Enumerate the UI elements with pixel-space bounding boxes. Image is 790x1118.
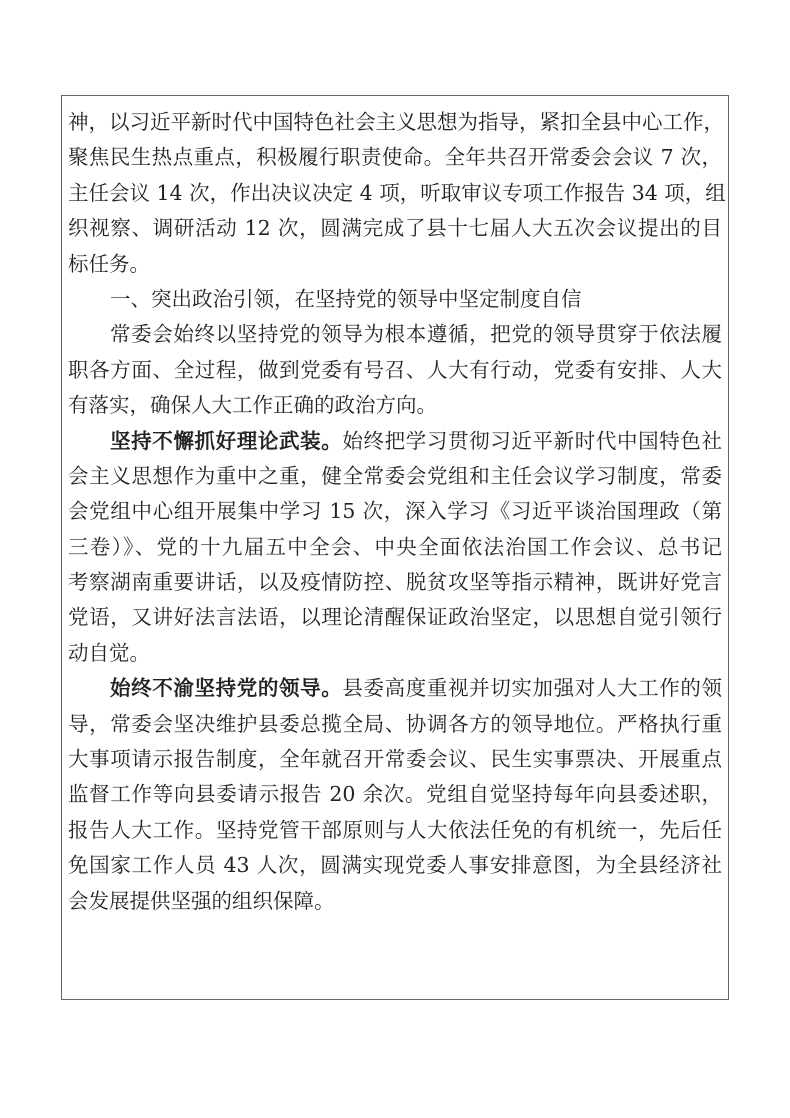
line-text: 县委高度重视并切实加强对人大工作的领 bbox=[342, 676, 722, 701]
leadership-paragraph bbox=[68, 671, 722, 919]
line-text: 免国家工作人员 43 人次，圆满实现党委人事安排意图，为全县经济社 bbox=[68, 853, 722, 878]
text-line bbox=[68, 530, 722, 565]
text-line bbox=[68, 494, 722, 529]
text-line bbox=[68, 424, 722, 459]
text-line bbox=[68, 848, 722, 883]
line-text: 党语，又讲好法言法语，以理论清醒保证政治坚定，以思想自觉引领行 bbox=[68, 605, 722, 630]
text-line bbox=[68, 459, 722, 494]
text-line bbox=[68, 565, 722, 600]
line-text: 一、突出政治引领，在坚持党的领导中坚定制度自信 bbox=[110, 286, 582, 311]
text-line bbox=[68, 742, 722, 777]
text-line bbox=[68, 176, 726, 211]
line-text: 神，以习近平新时代中国特色社会主义思想为指导，紧扣全县中心工作， bbox=[68, 110, 724, 134]
bold-lead-sentence: 始终不渝坚持党的领导。 bbox=[110, 676, 343, 701]
document-body bbox=[68, 105, 726, 919]
line-text: 三卷）》、党的十九届五中全会、中央全面依法治国工作会议、总书记 bbox=[68, 534, 722, 559]
line-text: 动自觉。 bbox=[68, 640, 150, 665]
line-text: 织视察、调研活动 12 次，圆满完成了县十七届人大五次会议提出的目 bbox=[68, 216, 722, 241]
text-line bbox=[68, 671, 722, 706]
line-text: 职各方面、全过程，做到党委有号召、人大有行动，党委有安排、人大 bbox=[68, 357, 722, 382]
text-line bbox=[68, 140, 722, 175]
line-text: 有落实，确保人大工作正确的政治方向。 bbox=[68, 393, 437, 418]
section-intro-paragraph bbox=[68, 317, 722, 423]
line-text: 聚焦民生热点重点，积极履行职责使命。全年共召开常委会会议 7 次， bbox=[68, 145, 722, 170]
bold-lead-sentence: 坚持不懈抓好理论武装。 bbox=[110, 428, 343, 453]
line-text: 始终把学习贯彻习近平新时代中国特色社 bbox=[342, 428, 722, 453]
line-text: 监督工作等向县委请示报告 20 余次。党组自觉坚持每年向县委述职， bbox=[68, 782, 722, 807]
text-line bbox=[68, 636, 722, 671]
line-text: 会党组中心组开展集中学习 15 次，深入学习《习近平谈治国理政（第 bbox=[68, 499, 722, 524]
text-line bbox=[68, 707, 722, 742]
text-line bbox=[68, 105, 722, 140]
line-text: 导，常委会坚决维护县委总揽全局、协调各方的领导地位。严格执行重 bbox=[68, 711, 722, 736]
text-line bbox=[68, 884, 722, 919]
line-text: 会主义思想作为重中之重，健全常委会党组和主任会议学习制度，常委 bbox=[68, 463, 722, 488]
text-line bbox=[68, 813, 722, 848]
text-line bbox=[68, 777, 722, 812]
line-text: 会发展提供坚强的组织保障。 bbox=[68, 888, 335, 913]
text-line bbox=[68, 282, 722, 317]
intro-paragraph bbox=[68, 105, 726, 282]
text-line bbox=[68, 317, 722, 352]
text-line bbox=[68, 353, 722, 388]
line-text: 报告人大工作。坚持党管干部原则与人大依法任免的有机统一，先后任 bbox=[68, 817, 722, 842]
section-heading bbox=[68, 282, 722, 317]
line-text: 标任务。 bbox=[68, 251, 150, 276]
text-line bbox=[68, 247, 722, 282]
line-text: 大事项请示报告制度，全年就召开常委会议、民生实事票决、开展重点 bbox=[68, 747, 722, 772]
line-text: 主任会议 14 次，作出决议决定 4 项，听取审议专项工作报告 34 项，组 bbox=[68, 180, 726, 205]
line-text: 常委会始终以坚持党的领导为根本遵循，把党的领导贯穿于依法履 bbox=[110, 322, 722, 347]
text-line bbox=[68, 211, 722, 246]
document-text-frame bbox=[61, 95, 729, 1000]
theory-paragraph bbox=[68, 424, 722, 672]
text-line bbox=[68, 600, 722, 635]
line-text: 考察湖南重要讲话，以及疫情防控、脱贫攻坚等指示精神，既讲好党言 bbox=[68, 570, 722, 595]
text-line bbox=[68, 388, 722, 423]
